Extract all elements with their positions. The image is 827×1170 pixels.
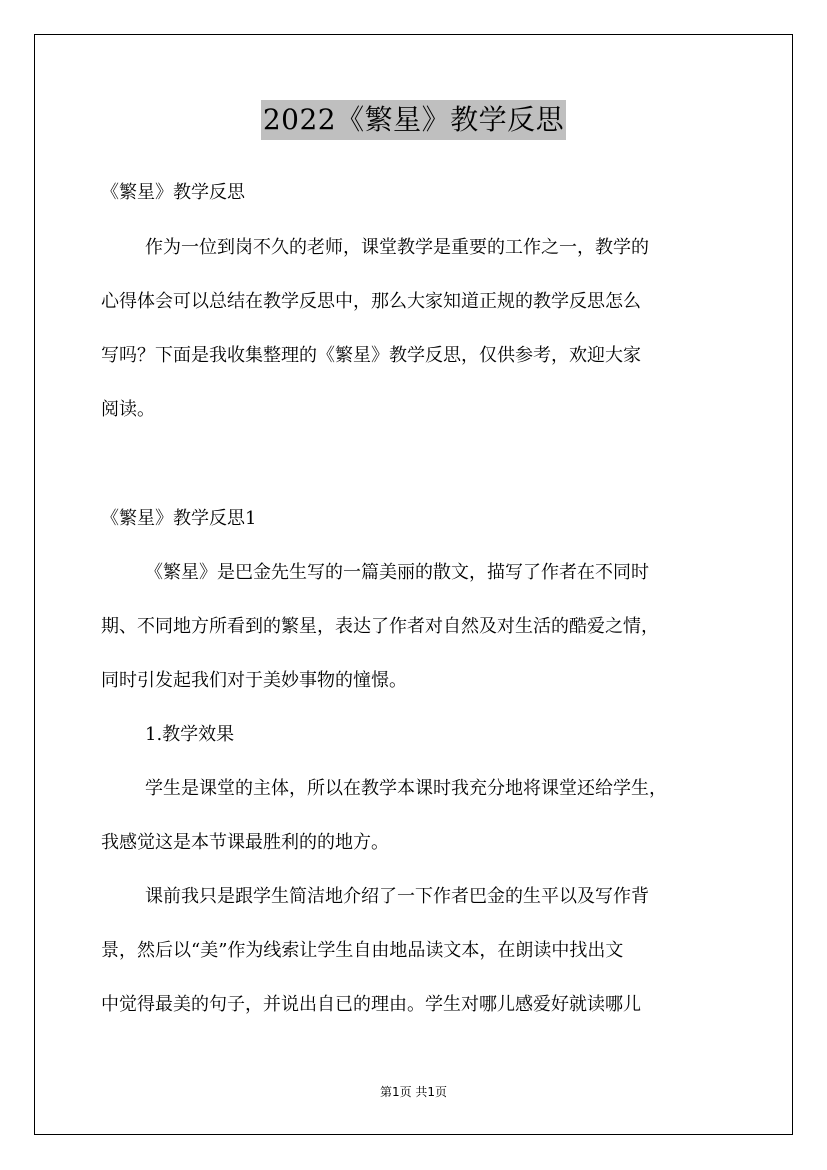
paragraph-line: 景，然后以“美”作为线索让学生自由地品读文本，在朗读中找出文 bbox=[101, 940, 624, 961]
intro-line: 写吗？下面是我收集整理的《繁星》教学反思，仅供参考，欢迎大家 bbox=[101, 345, 641, 366]
subheading: 1.教学效果 bbox=[145, 724, 235, 745]
intro-line: 阅读。 bbox=[101, 399, 155, 420]
paragraph-line: 同时引发起我们对于美妙事物的憧憬。 bbox=[101, 670, 407, 691]
paragraph-line: 我感觉这是本节课最胜利的的地方。 bbox=[101, 832, 389, 853]
intro-line: 心得体会可以总结在教学反思中，那么大家知道正规的教学反思怎么 bbox=[101, 291, 641, 312]
intro-line: 作为一位到岗不久的老师，课堂教学是重要的工作之一，教学的 bbox=[145, 237, 649, 258]
section-heading: 《繁星》教学反思1 bbox=[101, 508, 257, 529]
paragraph-line: 期、不同地方所看到的繁星，表达了作者对自然及对生活的酷爱之情， bbox=[101, 616, 659, 637]
page-footer: 第1页 共1页 bbox=[379, 1085, 448, 1099]
subtitle: 《繁星》教学反思 bbox=[101, 182, 245, 203]
title-container bbox=[0, 100, 827, 140]
paragraph-line: 课前我只是跟学生简洁地介绍了一下作者巴金的生平以及写作背 bbox=[145, 886, 649, 907]
paragraph-line: 学生是课堂的主体，所以在教学本课时我充分地将课堂还给学生， bbox=[145, 778, 667, 799]
document-title: 2022《繁星》教学反思 bbox=[261, 100, 566, 140]
paragraph-line: 《繁星》是巴金先生写的一篇美丽的散文，描写了作者在不同时 bbox=[145, 562, 649, 583]
paragraph-line: 中觉得最美的句子，并说出自已的理由。学生对哪儿感爱好就读哪儿 bbox=[101, 994, 641, 1015]
